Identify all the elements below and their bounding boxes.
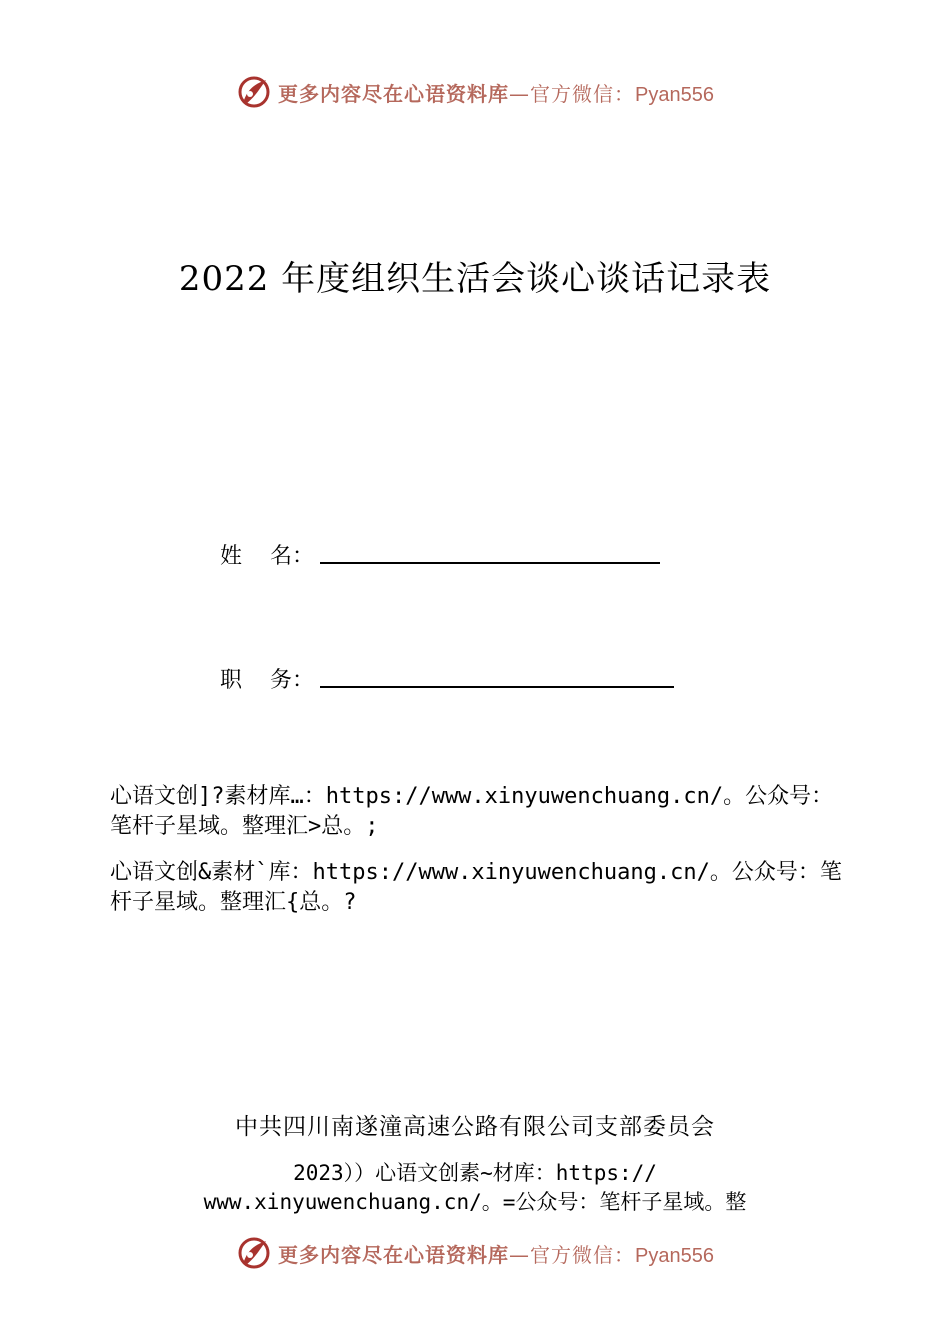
footer-line-1: 2023））心语文创素~材库：https:// [293,1161,657,1185]
banner-account: Pyan556 [635,83,714,106]
watermark-paragraph-1: 心语文创]?素材库…：https://www.xinyuwenchuang.cn/。公众号：笔杆子星域。整理汇>总。; [110,784,834,839]
name-input-line[interactable] [320,534,660,564]
banner-text [278,78,714,107]
banner-text [278,1239,714,1268]
banner-dash: — [509,81,531,106]
brand-logo-icon [236,1235,272,1271]
position-input-line[interactable] [320,658,674,688]
banner-wechat-label: 官方微信： [530,81,636,106]
name-label-char2: 名： [270,544,315,569]
position-field [220,660,674,694]
organization-name: 中共四川南遂潼高速公路有限公司支部委员会 [235,1114,715,1140]
footer-watermark-banner [0,1233,950,1273]
name-label-char: 姓 [220,544,243,569]
document-title: 2022 年度组织生活会谈心谈话记录表 [178,259,772,299]
banner-account: Pyan556 [635,1244,714,1267]
banner-main-text: 更多内容尽在心语资料库 [278,81,510,106]
banner-main-text: 更多内容尽在心语资料库 [278,1242,510,1267]
name-field [220,536,660,570]
banner-dash: — [509,1242,531,1267]
brand-logo-icon [236,74,272,110]
position-label [220,663,320,694]
header-watermark-banner [0,72,950,112]
footer-line-2: www.xinyuwenchuang.cn/。=公众号：笔杆子星域。整 [203,1190,747,1214]
watermark-paragraph-2: 心语文创&素材`库：https://www.xinyuwenchuang.cn/。公众号：笔杆子星域。整理汇{总。? [110,860,842,915]
name-label [220,539,320,570]
position-label-char: 职 [220,668,243,693]
position-label-char2: 务： [270,668,315,693]
banner-wechat-label: 官方微信： [530,1242,636,1267]
